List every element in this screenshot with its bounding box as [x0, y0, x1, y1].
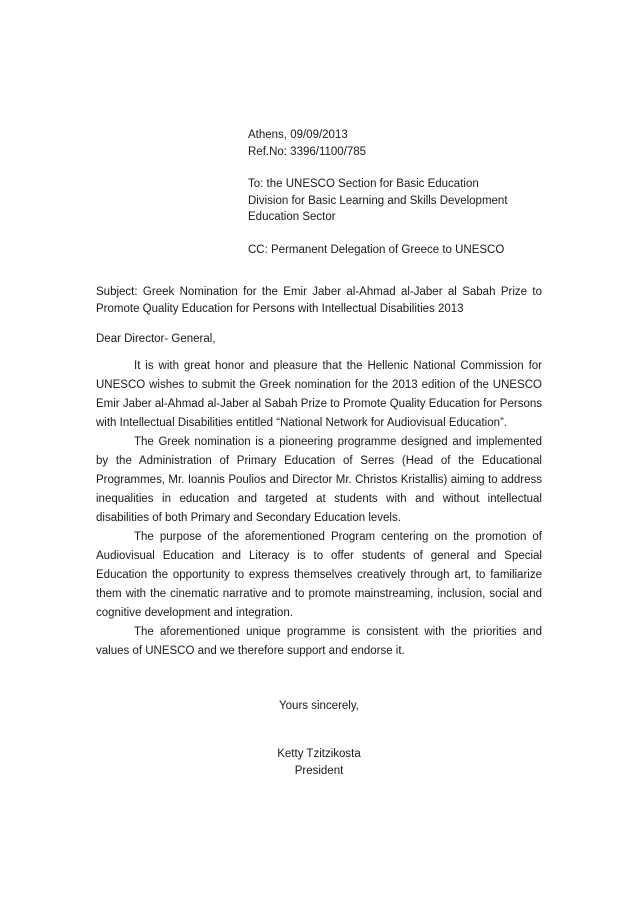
recipient-line-3: Education Sector [248, 211, 336, 223]
salutation: Dear Director- General, [96, 333, 216, 345]
letter-header [248, 127, 578, 258]
signatory-title: President [294, 764, 344, 777]
body-paragraph: The aforementioned unique programme is consistent with the priorities and values of UNESCO and we therefore support and endorse it. [96, 626, 542, 657]
letter-body [96, 357, 542, 661]
date-line: Athens, 09/09/2013 [248, 129, 348, 141]
cc-line: CC: Permanent Delegation of Greece to UNESCO [248, 243, 505, 256]
recipient-line-2: Division for Basic Learning and Skills Development [248, 194, 508, 207]
valediction: Yours sincerely, [279, 700, 359, 712]
body-paragraph: It is with great honor and pleasure that the Hellenic National Commission for UNESCO wishes to submit the Greek nomination for the 2013 edition of the UNESCO Emir Jaber al-Ahmad al-Jaber al Sabah Prize to Promote Quality Education for Persons with Intellectual Disabilities entitled “National Network for Audiovisual Education”. [96, 360, 542, 429]
signatory-name: Ketty Tzitzikosta [277, 748, 361, 760]
signature-block [0, 746, 638, 779]
reference-number: Ref.No: 3396/1100/785 [248, 145, 367, 158]
subject-line: Subject: Greek Nomination for the Emir Jaber al-Ahmad al-Jaber al Sabah Prize to Promote Quality Education for Persons with Intellectual Disabilities 2013 [96, 286, 542, 315]
body-paragraph: The Greek nomination is a pioneering programme designed and implemented by the Administration of Primary Education of Serres (Head of the Educational Programmes, Mr. Ioannis Poulios and Director Mr. Christos Kristallis) aiming to address inequalities in education and targeted at students with and without intellectual disabilities of both Primary and Secondary Education levels. [96, 436, 542, 524]
recipient-line-1: To: the UNESCO Section for Basic Education [248, 178, 479, 190]
body-paragraph: The purpose of the aforementioned Program centering on the promotion of Audiovisual Education and Literacy is to offer students of general and Special Education the opportunity to express themselves creatively through art, to familiarize them with the cinematic narrative and to promote mainstreaming, inclusion, social and cognitive development and integration. [96, 531, 542, 619]
